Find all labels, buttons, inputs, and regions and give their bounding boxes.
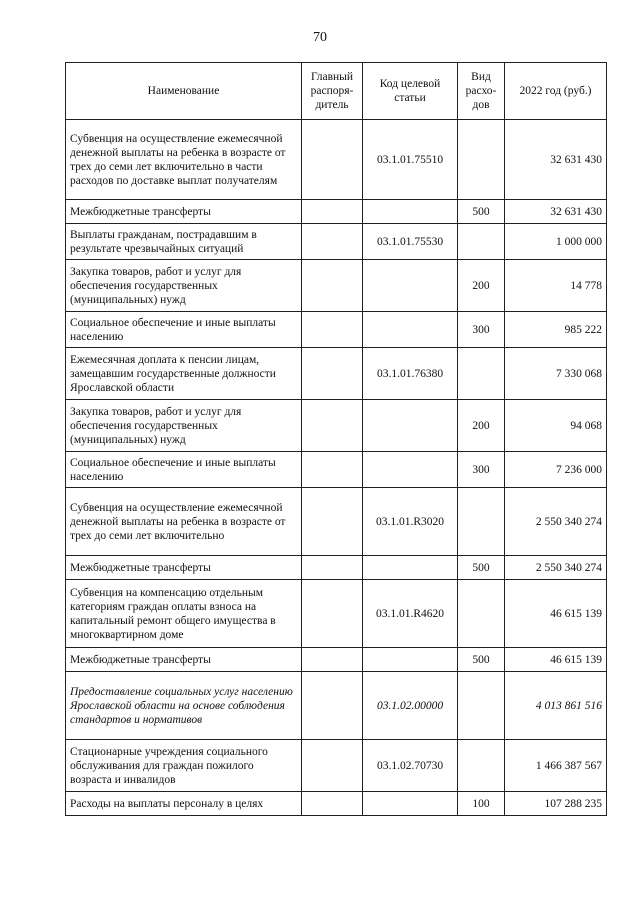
table-row xyxy=(66,740,607,792)
row-code: 03.1.01.75510 xyxy=(363,120,458,200)
row-manager xyxy=(302,224,363,260)
header-type: Вид расхо- дов xyxy=(458,63,505,120)
row-code xyxy=(363,400,458,452)
row-code: 03.1.01.75530 xyxy=(363,224,458,260)
row-manager xyxy=(302,740,363,792)
row-name: Социальное обеспечение и иные выплаты населению xyxy=(66,312,302,348)
row-code: 03.1.01.76380 xyxy=(363,348,458,400)
row-amount: 4 013 861 516 xyxy=(505,672,607,740)
row-manager xyxy=(302,580,363,648)
row-amount: 46 615 139 xyxy=(505,648,607,672)
row-name: Ежемесячная доплата к пенсии лицам, замещавшим государственные должности Ярославской области xyxy=(66,348,302,400)
row-amount: 14 778 xyxy=(505,260,607,312)
row-type: 300 xyxy=(458,452,505,488)
row-manager xyxy=(302,672,363,740)
table-row xyxy=(66,400,607,452)
row-manager xyxy=(302,120,363,200)
row-manager xyxy=(302,312,363,348)
row-name: Закупка товаров, работ и услуг для обеспечения государственных (муниципальных) нужд xyxy=(66,260,302,312)
row-code: 03.1.01.R3020 xyxy=(363,488,458,556)
row-type xyxy=(458,224,505,260)
row-type xyxy=(458,488,505,556)
row-type: 200 xyxy=(458,260,505,312)
row-code xyxy=(363,452,458,488)
table-row xyxy=(66,120,607,200)
row-code: 03.1.01.R4620 xyxy=(363,580,458,648)
row-amount: 32 631 430 xyxy=(505,120,607,200)
row-name: Субвенция на осуществление ежемесячной денежной выплаты на ребенка в возрасте от трех до семи лет включительно в части расходов по доставке выплат получателям xyxy=(66,120,302,200)
row-code xyxy=(363,260,458,312)
table-row xyxy=(66,672,607,740)
table-row xyxy=(66,556,607,580)
table-body xyxy=(66,120,607,816)
row-type: 200 xyxy=(458,400,505,452)
row-manager xyxy=(302,200,363,224)
row-name: Субвенция на осуществление ежемесячной денежной выплаты на ребенка в возрасте от трех до семи лет включительно xyxy=(66,488,302,556)
table-row xyxy=(66,260,607,312)
row-code xyxy=(363,312,458,348)
row-type: 500 xyxy=(458,556,505,580)
row-name: Стационарные учреждения социального обслуживания для граждан пожилого возраста и инвалидов xyxy=(66,740,302,792)
row-type: 100 xyxy=(458,792,505,816)
table-header-row xyxy=(66,63,607,120)
row-code: 03.1.02.00000 xyxy=(363,672,458,740)
row-name: Межбюджетные трансферты xyxy=(66,648,302,672)
header-code: Код целевой статьи xyxy=(363,63,458,120)
budget-table xyxy=(65,62,607,816)
row-name: Субвенция на компенсацию отдельным категориям граждан оплаты взноса на капитальный ремонт общего имущества в многоквартирном доме xyxy=(66,580,302,648)
row-name: Закупка товаров, работ и услуг для обеспечения государственных (муниципальных) нужд xyxy=(66,400,302,452)
row-name: Выплаты гражданам, пострадавшим в результате чрезвычайных ситуаций xyxy=(66,224,302,260)
row-type: 500 xyxy=(458,200,505,224)
row-name: Межбюджетные трансферты xyxy=(66,556,302,580)
table-row xyxy=(66,312,607,348)
row-amount: 32 631 430 xyxy=(505,200,607,224)
row-type xyxy=(458,580,505,648)
table-row xyxy=(66,648,607,672)
row-code xyxy=(363,200,458,224)
row-amount: 94 068 xyxy=(505,400,607,452)
table-row xyxy=(66,348,607,400)
row-manager xyxy=(302,452,363,488)
row-manager xyxy=(302,648,363,672)
table-row xyxy=(66,488,607,556)
table-row xyxy=(66,792,607,816)
row-amount: 985 222 xyxy=(505,312,607,348)
row-manager xyxy=(302,260,363,312)
row-code xyxy=(363,648,458,672)
row-amount: 2 550 340 274 xyxy=(505,556,607,580)
table-row xyxy=(66,200,607,224)
header-amount: 2022 год (руб.) xyxy=(505,63,607,120)
header-name: Наименование xyxy=(66,63,302,120)
row-manager xyxy=(302,792,363,816)
row-type xyxy=(458,740,505,792)
row-manager xyxy=(302,556,363,580)
table-row xyxy=(66,452,607,488)
row-name: Предоставление социальных услуг населению Ярославской области на основе соблюдения стандартов и нормативов xyxy=(66,672,302,740)
row-amount: 1 466 387 567 xyxy=(505,740,607,792)
row-type xyxy=(458,672,505,740)
row-amount: 7 330 068 xyxy=(505,348,607,400)
row-amount: 2 550 340 274 xyxy=(505,488,607,556)
row-type: 500 xyxy=(458,648,505,672)
page-number: 70 xyxy=(313,30,327,45)
table-row xyxy=(66,224,607,260)
row-code xyxy=(363,556,458,580)
row-type xyxy=(458,120,505,200)
header-manager: Главный распоря- дитель xyxy=(302,63,363,120)
row-manager xyxy=(302,488,363,556)
row-name: Межбюджетные трансферты xyxy=(66,200,302,224)
row-amount: 46 615 139 xyxy=(505,580,607,648)
row-amount: 1 000 000 xyxy=(505,224,607,260)
row-code: 03.1.02.70730 xyxy=(363,740,458,792)
table-row xyxy=(66,580,607,648)
row-amount: 107 288 235 xyxy=(505,792,607,816)
row-type: 300 xyxy=(458,312,505,348)
row-type xyxy=(458,348,505,400)
row-name: Расходы на выплаты персоналу в целях xyxy=(66,792,302,816)
row-code xyxy=(363,792,458,816)
row-name: Социальное обеспечение и иные выплаты населению xyxy=(66,452,302,488)
row-amount: 7 236 000 xyxy=(505,452,607,488)
row-manager xyxy=(302,400,363,452)
row-manager xyxy=(302,348,363,400)
